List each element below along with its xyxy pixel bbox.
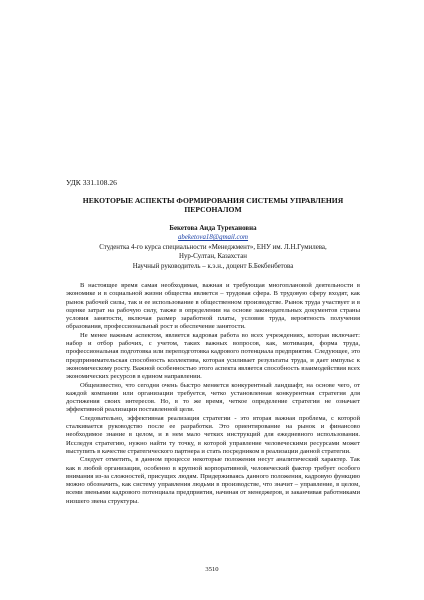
body-paragraph: В настоящее время самая необходимая, важная и требующая многоплановой деятельности в экономике и в социальной жизни общества является – трудовая сфера. В трудовую сферу входят, как рынок рабочей силы, так и ее использование в общественном производстве. Рынок труда участвует и в оценке затрат на рабочую силу, также в определении на основе законодательных документов страны условия занятости, включая размер заработной платы, условия труда, вероятность получения образования, профессиональный рост и обеспечение занятости. [66, 282, 360, 331]
page-number: 3510 [205, 566, 219, 573]
author-name: Бекетова Аида Турехановна [169, 225, 257, 232]
paper-title: НЕКОТОРЫЕ АСПЕКТЫ ФОРМИРОВАНИЯ СИСТЕМЫ УПРАВЛЕНИЯ ПЕРСОНАЛОМ [82, 196, 344, 215]
author-block [66, 224, 360, 271]
author-affiliation: Студентка 4-го курса специальности «Менеджмент», ЕНУ им. Л.Н.Гумилева, [99, 243, 327, 251]
author-email-link[interactable]: abeketova18@gmail.com [177, 234, 249, 242]
body-paragraph: Следует отметить, в данном процессе некоторые положения несут аналитический характер. Так как в любой организации, особенно в крупной корпоративной, человеческий фактор требует особого внимания из-за сложностей, присущих людям. Придерживаясь данного положения, кадровую функцию можно обозначить, как систему управления людьми в производстве, что значит – управление, в целом, всеми звеньями кадрового потенциала предприятия, начиная от менеджеров, и заканчивая работниками низшего звена структуры. [66, 456, 360, 505]
body-paragraph: Общеизвестно, что сегодня очень быстро меняется конкурентный ландшафт, на основе чего, от каждой компании или организации требуется, четко установленная конкурентная стратегия для достижения своих интересов. Но, в то же время, четкое определение стратегии не означает эффективной реализации поставленной цели. [66, 381, 360, 414]
author-location: Нур-Султан, Казахстан [179, 253, 247, 261]
body-paragraph: Следовательно, эффективная реализация стратегии - это вторая важная проблема, с которой сталкивается руководство после ее разработки. Это ориентирование на рынок и финансово необходимое знание в целом, и в нем мало четких инструкций для ежедневного использования. Исследуя стратегию, нужно найти ту точку, в которой управление человеческими ресурсами может выступить в качестве стратегического партнера и стать посредником в реализации данной стратегии. [66, 414, 360, 455]
body-paragraph: Не менее важным аспектом, является кадровая работа во всех учреждениях, которая включает: набор и отбор рабочих, с учетом, таких важных вопросов, как, мотивация, форма труда, профессиональная подготовка или переподготовка кадрового потенциала предприятия. Следующее, это предпринимательская способность коллектива, которая усиливает результаты труда, и дает импульс к экономическому росту. Важной особенностью этого аспекта является способность взаимодействия всех экономических ресурсов в едином направлении. [66, 331, 360, 381]
udk-code: УДК 331.108.26 [66, 178, 117, 187]
supervisor-line: Научный руководитель – к.э.н., доцент Б.Бекбенбетова [132, 262, 294, 270]
paper-body [66, 282, 360, 506]
